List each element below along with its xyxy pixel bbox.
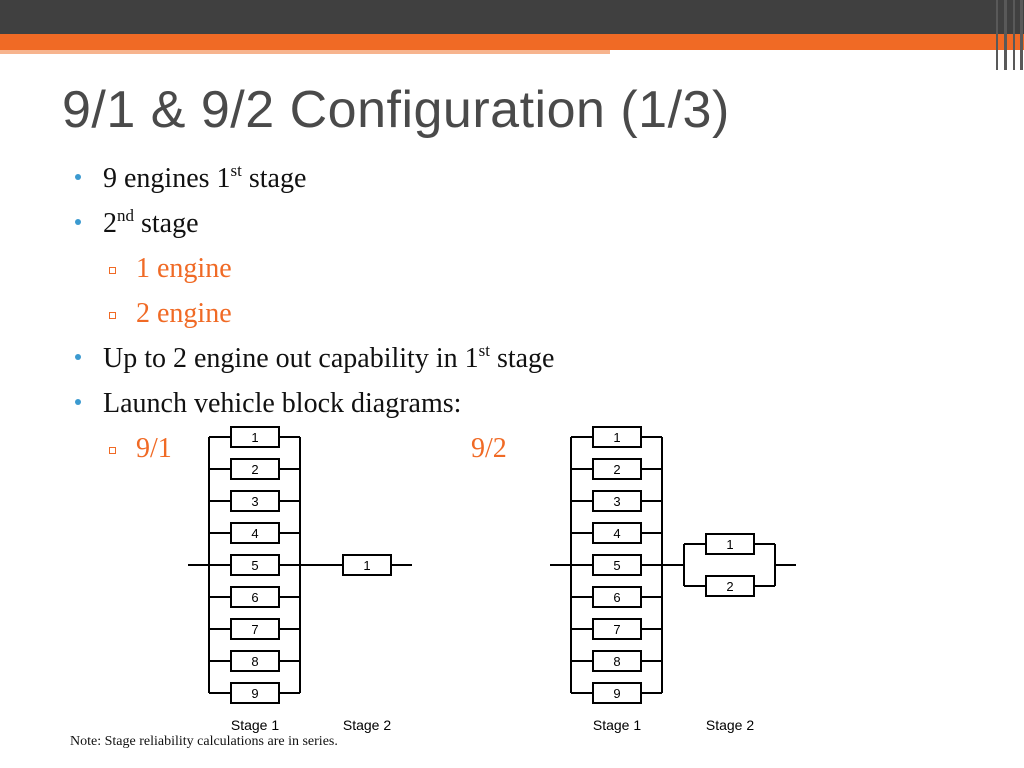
bullet-text-suffix: stage: [489, 343, 555, 374]
bullet-superscript: st: [230, 161, 242, 180]
engine-block-label: 6: [251, 590, 259, 605]
engine-block-label: 9: [613, 686, 621, 701]
engine-block-label: 7: [251, 622, 259, 637]
engine-block-label: 1: [363, 558, 371, 573]
sub-bullet-text: 2 engine: [136, 298, 232, 329]
engine-block-label: 7: [613, 622, 621, 637]
bullet-text: 2: [103, 208, 117, 239]
engine-block-label: 1: [726, 537, 734, 552]
engine-block-label: 5: [613, 558, 621, 573]
bullet-superscript: st: [478, 341, 490, 360]
stage-label: Stage 2: [705, 717, 755, 733]
engine-block-label: 4: [613, 526, 621, 541]
diagram-label-9-2: 9/2: [471, 433, 507, 464]
stage-label: Stage 1: [592, 717, 642, 733]
engine-block-label: 8: [613, 654, 621, 669]
stage-label: Stage 2: [342, 717, 392, 733]
bullet-text-suffix: stage: [134, 208, 199, 239]
sub-bullet-text: 9/1: [136, 433, 172, 464]
engine-block-label: 3: [613, 494, 621, 509]
bullet-text: Launch vehicle block diagrams:: [103, 388, 462, 419]
bullet-text: 9 engines 1: [103, 163, 231, 194]
engine-block-label: 5: [251, 558, 259, 573]
engine-block-label: 2: [251, 462, 259, 477]
stage-label: Stage 1: [230, 717, 280, 733]
engine-block-label: 1: [613, 430, 621, 445]
bullet-text-suffix: stage: [241, 163, 307, 194]
diagram-9-1-labels: [231, 430, 391, 733]
engine-block-label: 6: [613, 590, 621, 605]
footnote: Note: Stage reliability calculations are in series.: [70, 734, 338, 749]
engine-block-label: 9: [251, 686, 259, 701]
engine-block-label: 8: [251, 654, 259, 669]
slide-title: 9/1 & 9/2 Configuration (1/3): [62, 81, 730, 139]
diagram-9-2-lines: [550, 437, 796, 693]
bullet-text: Up to 2 engine out capability in 1: [103, 343, 479, 374]
engine-block-label: 4: [251, 526, 259, 541]
diagram-9-2-labels: [593, 430, 754, 733]
engine-block-label: 1: [251, 430, 259, 445]
engine-block-label: 2: [726, 579, 734, 594]
engine-block-label: 2: [613, 462, 621, 477]
sub-bullet-text: 1 engine: [136, 253, 232, 284]
engine-block-label: 3: [251, 494, 259, 509]
bullet-superscript: nd: [117, 206, 134, 225]
